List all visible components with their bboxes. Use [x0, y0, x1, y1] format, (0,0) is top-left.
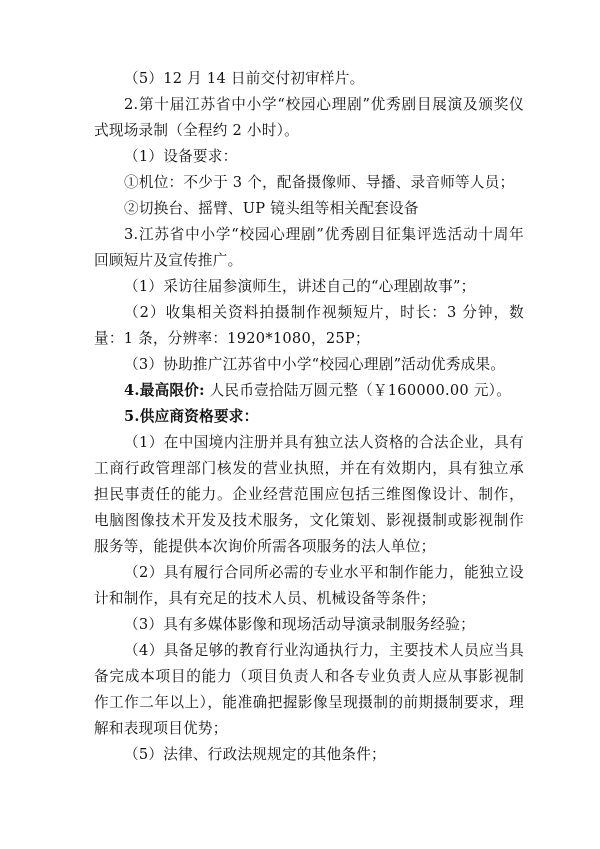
paragraph-interview: （1）采访往届参演师生，讲述自己的“心理剧故事”；: [124, 278, 476, 295]
document-page: [94, 66, 524, 768]
paragraph-equipment-requirements: （1）设备要求：: [124, 148, 238, 165]
requirement-4: （4）具备足够的教育行业沟通执行力，主要技术人员应当具备完成本项目的能力（项目负责人和各专业负责人应从事影视制作工作二年以上），能准确把握影像呈现摄制的前期摄制要求，理解和表现项目优势；: [94, 642, 524, 737]
paragraph-video-production: （2）收集相关资料拍摄制作视频短片，时长：3 分钟，数量：1 条，分辨率：1920*1080，25P；: [94, 304, 524, 347]
requirement-2: （2）具有履行合同所必需的专业水平和制作能力，能独立设计和制作，具有充足的技术人员、机械设备等条件；: [94, 564, 524, 607]
paragraph-item-2-live-recording: 2.第十届江苏省中小学“校园心理剧”优秀剧目展演及颁奖仪式现场录制（全程约 2 小时）。: [94, 96, 524, 139]
paragraph-camera-positions: ①机位：不少于 3 个，配备摄像师、导播、录音师等人员；: [124, 174, 515, 191]
requirement-3: （3）具有多媒体影像和现场活动导演录制服务经验；: [124, 616, 475, 633]
section-5-title: 5.供应商资格要求：: [124, 408, 259, 425]
paragraph-item-3-anniversary-film: 3.江苏省中小学“校园心理剧”优秀剧目征集评选活动十周年回顾短片及宣传推广。: [94, 226, 524, 269]
paragraph-switcher-equipment: ②切换台、摇臂、UP 镜头组等相关配套设备: [124, 200, 419, 217]
paragraph-max-price: [94, 378, 524, 404]
paragraph-promotion: （3）协助推广江苏省中小学“校园心理剧”活动优秀成果。: [124, 356, 506, 373]
requirement-5: （5）法律、行政法规规定的其他条件；: [124, 746, 386, 763]
max-price-label: 4.最高限价:: [124, 382, 205, 399]
paragraph-delivery-deadline: （5）12 月 14 日前交付初审样片。: [124, 70, 365, 87]
max-price-value: 人民币壹拾陆万圆元整（￥160000.00 元）。: [204, 382, 512, 399]
requirement-1: （1）在中国境内注册并具有独立法人资格的合法企业，具有工商行政管理部门核发的营业执照，并在有效期内，具有独立承担民事责任的能力。企业经营范围应包括三维图像设计、制作，电脑图像技术开发及技术服务，文化策划、影视摄制或影视制作服务等，能提供本次询价所需各项服务的法人单位；: [94, 434, 524, 555]
